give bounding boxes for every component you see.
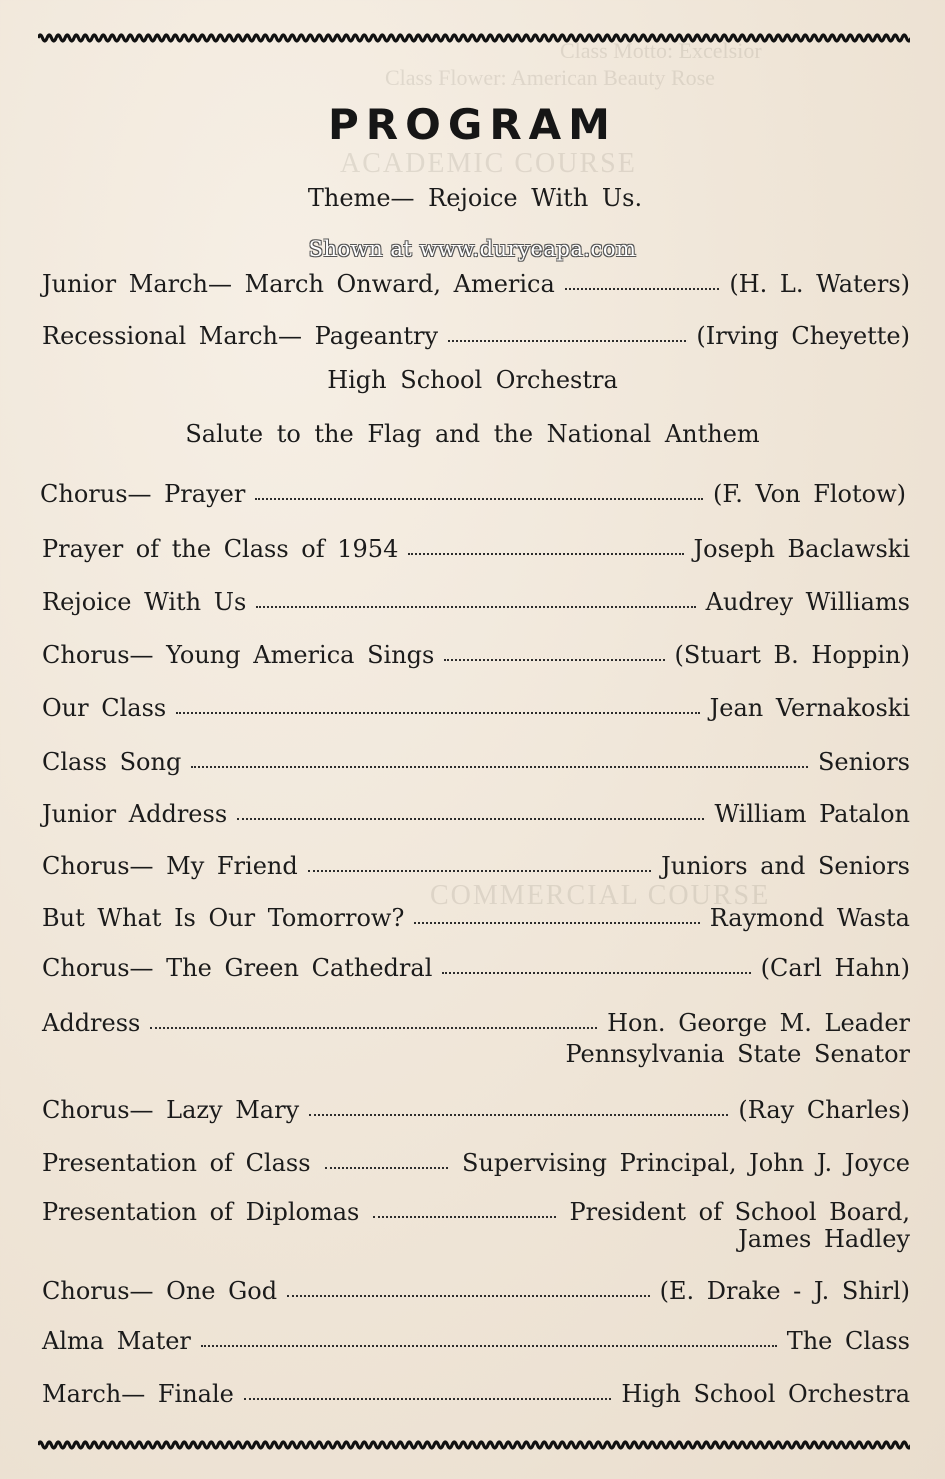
item-performer: (E. Drake - J. Shirl): [659, 1277, 910, 1305]
item-title: Chorus— Prayer: [40, 480, 246, 508]
program-item: [42, 688, 910, 722]
program-item: [42, 529, 910, 563]
item-title: Chorus— One God: [42, 1277, 278, 1305]
program-item: [42, 264, 910, 298]
item-performer: Supervising Principal, John J. Joyce: [462, 1149, 910, 1177]
item-title: Presentation of Diplomas: [42, 1198, 360, 1226]
item-performer: Jean Vernakoski: [709, 694, 910, 722]
program-item: [42, 1271, 910, 1305]
dot-leader: [373, 1216, 555, 1218]
program-item: [42, 742, 910, 776]
dot-leader: [442, 972, 750, 974]
dot-leader: [287, 1295, 650, 1297]
dot-leader: [201, 1345, 777, 1347]
item-title: Class Song: [42, 748, 182, 776]
item-title: Our Class: [42, 694, 167, 722]
item-title: Chorus— The Green Cathedral: [42, 954, 433, 982]
item-title: Address: [42, 1009, 141, 1037]
theme-line: Theme— Rejoice With Us.: [307, 184, 643, 212]
orchestra-line: High School Orchestra: [327, 366, 618, 394]
item-performer: (Carl Hahn): [760, 954, 910, 982]
program-item: [42, 1143, 910, 1177]
dot-leader: [325, 1167, 448, 1169]
item-title: Alma Mater: [42, 1327, 191, 1355]
item-title: March— Finale: [42, 1380, 234, 1408]
program-item: [42, 948, 910, 982]
wavy-border-top: [38, 30, 910, 46]
dot-leader: [256, 606, 695, 608]
item-performer: Raymond Wasta: [709, 904, 910, 932]
item-performer: (H. L. Waters): [729, 270, 910, 298]
dot-leader: [444, 659, 664, 661]
salute-line: Salute to the Flag and the National Anthem: [185, 420, 760, 448]
program-item: [42, 316, 910, 350]
item-performer: Joseph Baclawski: [693, 535, 910, 563]
dot-leader: [191, 766, 808, 768]
item-title: Recessional March— Pageantry: [42, 322, 439, 350]
dot-leader: [448, 340, 686, 342]
item-performer: President of School Board,: [569, 1198, 910, 1226]
wavy-border-bottom: [38, 1437, 910, 1453]
item-performer: Audrey Williams: [705, 588, 910, 616]
program-item: [42, 582, 910, 616]
dot-leader: [150, 1027, 597, 1029]
item-performer: Juniors and Seniors: [661, 852, 910, 880]
program-item: [42, 1374, 910, 1408]
program-item: [42, 635, 910, 669]
dot-leader: [244, 1398, 612, 1400]
item-title: Chorus— Young America Sings: [42, 641, 435, 669]
item-performer: Hon. George M. Leader: [607, 1009, 910, 1037]
item-performer: (Stuart B. Hoppin): [674, 641, 910, 669]
item-performer: Seniors: [817, 748, 910, 776]
dot-leader: [565, 288, 720, 290]
program-item: [42, 794, 910, 828]
item-title: Presentation of Class: [42, 1149, 311, 1177]
dot-leader: [309, 1114, 728, 1116]
item-title: Prayer of the Class of 1954: [42, 535, 399, 563]
dot-leader: [408, 553, 683, 555]
item-performer: High School Orchestra: [621, 1380, 910, 1408]
item-title: Junior Address: [42, 800, 228, 828]
dot-leader: [176, 712, 699, 714]
page-title: PROGRAM: [328, 100, 617, 149]
program-item: [42, 1192, 910, 1226]
item-title: Junior March— March Onward, America: [42, 270, 555, 298]
program-item: [42, 1090, 910, 1124]
show-through-text: Class Motto: Excelsior Class Flower: American Beauty Rose ACADEMIC COURSE COMMERCIAL COURSE: [340, 38, 771, 911]
program-item: [42, 1321, 910, 1355]
program-item: [40, 474, 906, 508]
diplomas-name: James Hadley: [738, 1225, 910, 1253]
item-performer: (Ray Charles): [738, 1096, 910, 1124]
item-title: But What Is Our Tomorrow?: [42, 904, 405, 932]
dot-leader: [308, 870, 651, 872]
item-title: Chorus— My Friend: [42, 852, 298, 880]
item-performer: William Patalon: [714, 800, 910, 828]
address-title: Pennsylvania State Senator: [565, 1040, 910, 1068]
item-title: Rejoice With Us: [42, 588, 247, 616]
item-performer: (F. Von Flotow): [713, 480, 906, 508]
dot-leader: [237, 818, 704, 820]
dot-leader: [414, 922, 699, 924]
item-performer: (Irving Cheyette): [696, 322, 910, 350]
item-title: Chorus— Lazy Mary: [42, 1096, 300, 1124]
program-item: [42, 1003, 910, 1037]
watermark: Shown at www.duryeapa.com: [308, 237, 637, 261]
program-item: [42, 898, 910, 932]
program-item: [42, 846, 910, 880]
item-performer: The Class: [786, 1327, 910, 1355]
dot-leader: [255, 498, 703, 500]
